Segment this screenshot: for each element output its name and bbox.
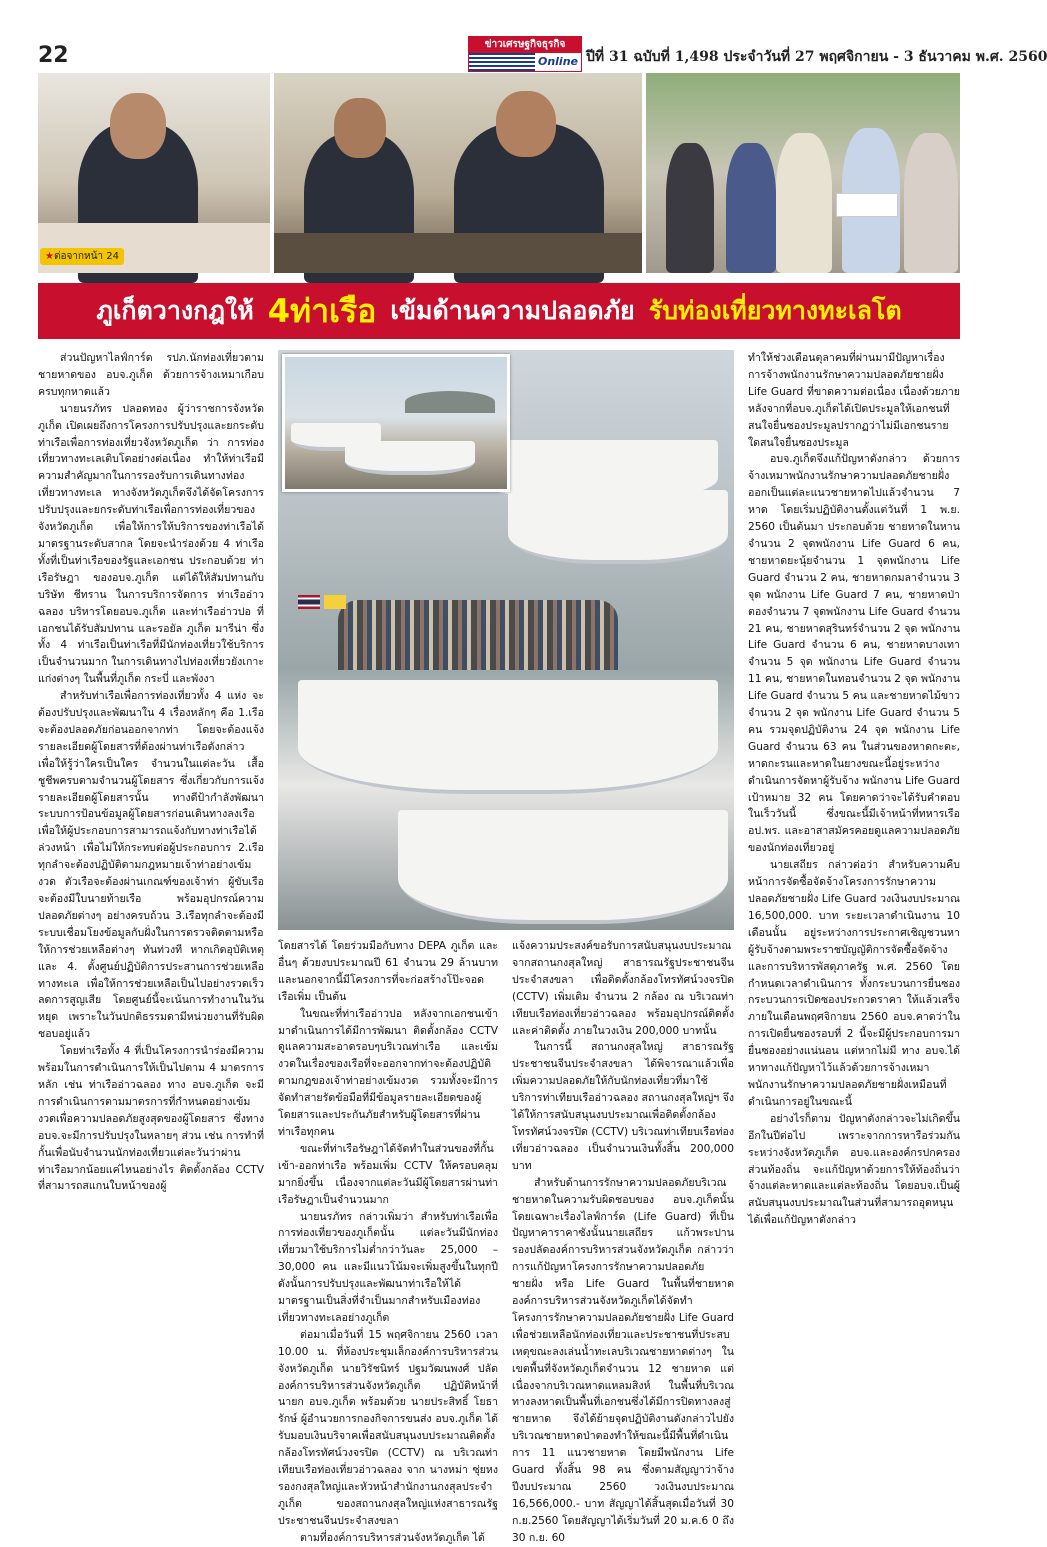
paragraph: นายนรภัทร กล่าวเพิ่มว่า สำหรับท่าเรือเพื่อการท่องเที่ยวของภูเก็ตนั้น แต่ละวันมีนักท่องเที่ยวมาใช้บริการไม่ต่ำกว่าวันละ 25,000 – 30,000 คน และมีแนวโน้มจะเพิ่มสูงขึ้นในทุกปี ดังนั้นการปรับปรุงและพัฒนาท่าเรือให้ได้มาตรฐานเป็นสิ่งที่จำเป็นมากสำหรับเมืองท่องเที่ยวทางทะเลอย่างภูเก็ต xyxy=(278,1210,498,1324)
paragraph: อย่างไรก็ตาม ปัญหาดังกล่าวจะไม่เกิดขึ้นอีกในปีต่อไป เพราะจากการหารือร่วมกันระหว่างจังหวัดภูเก็ต อบจ.และองค์กรปกครองส่วนท้องถิ่น จะแก้ปัญหาด้วยการให้ท้องถิ่นว่าจ้างแต่ละหาดและแต่ละท้องถิ่น โดยอบจ.เป็นผู้สนับสนุนงบประมาณในส่วนที่สามารถอุดหนุนได้เพื่อแก้ปัญหาดังกล่าว xyxy=(748,1112,960,1227)
photo-strip xyxy=(38,73,960,273)
paragraph: ในขณะที่ท่าเรืออ่าวปอ หลังจากเอกชนเข้ามาดำเนินการได้มีการพัฒนา ติดตั้งกล้อง CCTV ดูแลความสะอาดรอบๆบริเวณท่าเรือ และเข้มงวดในเรื่องของเรือที่จะออกจากท่าจะต้องปฏิบัติตามกฎของเจ้าท่าอย่างเข้มงวด รวมทั้งจะมีการจัดทำสายรัดข้อมือที่มีข้อมูลรายละเอียดของผู้โดยสารและประกันภัยสำหรับผู้โดยสารที่ผ่านท่าเรือทุกคน xyxy=(278,1007,498,1138)
article-column-1 xyxy=(38,350,264,1410)
article-column-2 xyxy=(278,938,498,1544)
paragraph: โดยท่าเรือทั้ง 4 ที่เป็นโครงการนำร่องมีความพร้อมในการดำเนินการให้เป็นไปตาม 4 มาตรการหลัก เช่น ท่าเรืออ่าวฉลอง ทาง อบจ.ภูเก็ต จะมีการดำเนินการตามมาตรการที่กำหนดอย่างเข้มงวดเพื่อความปลอดภัยสูงสุดของผู้โดยสาร ซึ่งทาง อบจ.จะมีการปรับปรุงในหลายๆ ส่วน เช่น การทำที่กั้นเพื่อนับจำนวนนักท่องเที่ยวแต่ละวันว่าผ่านท่าเรือมากน้อยแค่ไหนอย่างไร ติดตั้งกล้อง CCTV ที่สามารถสแกนใบหน้าของผู้ xyxy=(38,1045,264,1193)
person-head xyxy=(334,98,386,158)
photo-meeting xyxy=(274,73,642,273)
person-head xyxy=(110,93,166,159)
headline-part1: ภูเก็ตวางกฎให้ xyxy=(96,296,254,325)
person-figure xyxy=(904,133,958,273)
paragraph: ตามที่องค์การบริหารส่วนจังหวัดภูเก็ต ได้ xyxy=(300,1531,485,1544)
article-column-4 xyxy=(748,350,960,1410)
person-figure xyxy=(666,143,714,273)
thai-flag-icon xyxy=(298,595,320,609)
photo-governor xyxy=(38,73,270,273)
issue-info: ปีที่ 31 ฉบับที่ 1,498 ประจำวันที่ 27 พฤศจิกายน - 3 ธันวาคม พ.ศ. 2560 xyxy=(586,49,1047,65)
boat-shape xyxy=(398,810,728,924)
paragraph: แจ้งความประสงค์ขอรับการสนับสนุนงบประมาณจากสถานกงสุลใหญ่ สาธารณรัฐประชาชนจีนประจำสงขลา เพื่อติดตั้งกล้องโทรทัศน์วงจรปิด (CCTV) เพิ่มเติม จำนวน 2 กล้อง ณ บริเวณท่าเทียบเรือท่องเที่ยวอ่าวฉลอง พร้อมอุปกรณ์ติดตั้งและค่าติดตั้ง ภายในวงเงิน 200,000 บาทนั้น xyxy=(512,940,734,1037)
boat-shape xyxy=(298,680,718,794)
headline-part2: 4ท่าเรือ xyxy=(267,291,377,330)
person-figure xyxy=(776,133,832,273)
page-number: 22 xyxy=(38,42,69,68)
newspaper-logo xyxy=(468,36,582,72)
headline-part4: รับท่องเที่ยวทางทะเลโต xyxy=(648,296,902,325)
paragraph: สำหรับด้านการรักษาความปลอดภัยบริเวณชายหาดในความรับผิดชอบของ อบจ.ภูเก็ตนั้น โดยเฉพาะเรื่องไลฟ์การ์ด (Life Guard) ที่เป็นปัญหาคาราคาซังนั้นนายเสถียร แก้วพระปาน รองปลัดองค์การบริหารส่วนจังหวัดภูเก็ต กล่าวว่า การแก้ปัญหาโครงการรักษาความปลอดภัยชายฝั่ง หรือ Life Guard ในพื้นที่ชายหาดองค์การบริหารส่วนจังหวัดภูเก็ตได้จัดทำโครงการรักษาความปลอดภัยชายฝั่ง Life Guard เพื่อช่วยเหลือนักท่องเที่ยวและประชาชนที่ประสบเหตุขณะลงเล่นน้ำทะเลบริเวณชายหาดต่างๆ ในเขตพื้นที่จังหวัดภูเก็ตจำนวน 12 ชายหาด แต่เนื่องจากบริเวณหาดแหลมสิงห์ ในพื้นที่บริเวณทางลงหาดเป็นพื้นที่เอกชนซึ่งได้มีการปิดทางลงสู่ชายหาด จึงได้ย้ายจุดปฏิบัติงานดังกล่าวไปยังบริเวณชายหาดป่าตองทำให้ขณะนี้มีพื้นที่ดำเนินการ 11 แนวชายหาด โดยมีพนักงาน Life Guard ทั้งสิ้น 98 คน ซึ่งตามสัญญาว่าจ้างปีงบประมาณ 2560 วงเงินงบประมาณ 16,566,000.- บาท สัญญาได้สิ้นสุดเมื่อวันที่ 30 ก.ย.2560 โดยสัญญาได้เริ่มวันที่ 20 ม.ค.6 0 ถึง 30 ก.ย. 60 xyxy=(512,1176,734,1544)
photo-donation xyxy=(646,73,960,273)
headline-banner xyxy=(38,283,960,339)
pier-photo xyxy=(278,350,734,930)
island-shape xyxy=(405,391,495,413)
table-shape xyxy=(274,233,642,273)
paragraph: ต่อมาเมื่อวันที่ 15 พฤศจิกายน 2560 เวลา 10.00 น. ที่ห้องประชุมเล็กองค์การบริหารส่วนจังหวัดภูเก็ต นายวิรัชนิทร์ ปฐมวัฒนพงศ์ ปลัดองค์การบริหารส่วนจังหวัดภูเก็ต ปฏิบัติหน้าที่นายก อบจ.ภูเก็ต พร้อมด้วย นายประสิทธิ์ โยธารักษ์ ผู้อำนวยการกองกิจการขนส่ง อบจ.ภูเก็ต ได้รับมอบเงินบริจาคเพื่อสนับสนุนงบประมาณติดตั้งกล้องโทรทัศน์วงจรปิด (CCTV) ณ บริเวณท่าเทียบเรือท่องเที่ยวอ่าวฉลอง จาก นางหม่า ซุ่ยหง รองกงสุลใหญ่และหัวหน้าสำนักงานกงสุลประจำภูเก็ต ของสถานกงสุลใหญ่แห่งสาธารณรัฐประชาชนจีนประจำสงขลา xyxy=(278,1328,498,1527)
logo-lines-icon xyxy=(469,53,535,71)
paragraph: ทำให้ช่วงเดือนตุลาคมที่ผ่านมามีปัญหาเรื่องการจ้างพนักงานรักษาความปลอดภัยชายฝั่ง Life Guard ที่ขาดความต่อเนื่อง เนื่องด้วยภายหลังจากที่อบจ.ภูเก็ตได้เปิดประมูลให้เอกชนที่สนใจยื่นซองประมูลปรากฏว่าไม่มีเอกชนรายใดสนใจยื่นซองประมูล xyxy=(748,352,960,449)
paragraph: ในการนี้ สถานกงสุลใหญ่ สาธารณรัฐประชาชนจีนประจำสงขลา ได้พิจารณาแล้วเพื่อเพิ่มความปลอดภัยให้กับนักท่องเที่ยวที่มาใช้บริการท่าเทียบเรืออ่าวฉลอง สถานกงสุลใหญ่ฯ จึงได้ให้การสนับสนุนงบประมาณเพื่อติดตั้งกล้องโทรทัศน์วงจรปิด (CCTV) บริเวณท่าเทียบเรือท่องเที่ยวอ่าวฉลอง เป็นจำนวนเงินทั้งสิ้น 200,000 บาท xyxy=(512,1041,734,1172)
paragraph: อบจ.ภูเก็ตจึงแก้ปัญหาดังกล่าว ด้วยการจ้างเหมาพนักงานรักษาความปลอดภัยชายฝั่งออกเป็นแต่ละแนวชายหาดไปแล้วจำนวน 7 หาด โดยเริ่มปฏิบัติงานตั้งแต่วันที่ 1 พ.ย. 2560 เป็นต้นมา ประกอบด้วย ชายหาดในหานจำนวน 2 จุดพนักงาน Life Guard 6 คน, ชายหาดยะนุ้ยจำนวน 1 จุดพนักงาน Life Guard จำนวน 2 คน, ชายหาดกมลาจำนวน 3 จุด พนักงาน Life Guard 7 คน, ชายหาดป่าตองจำนวน 7 จุดพนักงาน Life Guard จำนวน 21 คน, ชายหาดสุรินทร์จำนวน 2 จุด พนักงาน Life Guard จำนวน 6 คน, ชายหาดบางเทาจำนวน 5 จุด พนักงาน Life Guard จำนวน 11 คน, ชายหาดในทอนจำนวน 2 จุด พนักงาน Life Guard จำนวน 5 คน และชายหาดไม้ขาว จำนวน 2 จุด พนักงาน Life Guard จำนวน 5 คน รวมจุดปฏิบัติงาน 24 จุด พนักงาน Life Guard จำนวน 63 คน ในส่วนของหาดกะตะ, หาดกะรนและหาดในยางขณะนี้อยู่ระหว่างดำเนินการจัดหาผู้รับจ้าง พนักงาน Life Guard เป้าหมาย 32 คน โดยคาดว่าจะได้รับคำตอบในเร็ววันนี้ ซึ่งขณะนี้มีเจ้าหน้าที่ทหารเรือ อป.พร. และอาสาสมัครคอยดูแลความปลอดภัยของนักท่องเที่ยวอยู่ xyxy=(748,453,960,855)
cheque-shape xyxy=(836,193,898,217)
star-icon: ★ xyxy=(45,251,54,262)
logo-online: Online xyxy=(537,55,578,68)
paragraph: ส่วนปัญหาไลฟ์การ์ด รปภ.นักท่องเที่ยวตามชายหาดของ อบจ.ภูเก็ต ด้วยการจ้างเหมาเกือบครบทุกหาดแล้ว xyxy=(38,352,264,398)
paragraph: นายนรภัทร ปลอดทอง ผู้ว่าราชการจังหวัดภูเก็ต เปิดเผยถึงการโครงการปรับปรุงและยกระดับท่าเรือเพื่อการท่องเที่ยวจังหวัดภูเก็ต ว่า การท่องเที่ยวทางทะเลเติบโตอย่างต่อเนื่อง ทำให้ท่าเรือมีความสำคัญมากในการรองรับการเดินทางท่องเที่ยวทางทะเล ทางจังหวัดภูเก็ตจึงได้จัดโครงการปรับปรุงและยกระดับท่าเรือเพื่อการท่องเที่ยวของจังหวัดภูเก็ต เพื่อให้การให้บริการของท่าเรือได้มาตรฐานระดับสากล โดยจะนำร่องด้วย 4 ท่าเรือ ทั้งที่เป็นท่าเรือของรัฐและเอกชน ประกอบด้วย ท่าเรือรัษฎา ของอบจ.ภูเก็ต แต่ได้ให้สัมปทานกับบริษัท ชีทราน ในการบริการจัดการ ท่าเรืออ่าวฉลอง บริหารโดยอบจ.ภูเก็ต และท่าเรืออ่าวปอ ที่เอกชนได้รับสัมปทาน และรอยัล ภูเก็ต มารีน่า ซึ่งทั้ง 4 ท่าเรือเป็นท่าเรือที่มีนักท่องเที่ยวใช้บริการเป็นจำนวนมาก ในการเดินทางไปท่องเที่ยวยังเกาะแก่งต่างๆ ในพื้นที่ภูเก็ต กระบี่ และพังงา xyxy=(38,402,264,686)
continued-tag: ★ต่อจากหน้า 24 xyxy=(40,248,124,265)
logo-text: ข่าวเศรษฐกิจธุรกิจ xyxy=(469,37,581,53)
yellow-flag-icon xyxy=(324,595,346,609)
boat-shape xyxy=(508,490,728,564)
crowd-shape xyxy=(338,600,618,670)
paragraph: ขณะที่ท่าเรือรัษฎาได้จัดทำในส่วนของที่กั้นเข้า-ออกท่าเรือ พร้อมเพิ่ม CCTV ให้ครอบคลุมมากยิ่งขึ้น เนื่องจากแต่ละวันมีผู้โดยสารผ่านท่าเรือรัษฎาเป็นจำนวนมาก xyxy=(278,1142,498,1206)
paragraph: นายเสถียร กล่าวต่อว่า สำหรับความคืบหน้าการจัดซื้อจัดจ้างโครงการรักษาความปลอดภัยชายฝั่ง Life Guard วงเงินงบประมาณ 16,500,000. บาท ระยะเวลาดำเนินงาน 10 เดือนนั้น อยู่ระหว่างการประกาศเชิญชวนหาผู้รับจ้างตามพระราชบัญญัติการจัดซื้อจัดจ้างและการบริหารพัสดุภาครัฐ พ.ศ. 2560 โดยกำหนดเวลาดำเนินการ ทั้งกระบวนการยื่นซองกระบวนการเปิดซองประกวดราคา ให้แล้วเสร็จภายในเดือนพฤศจิกายน 2560 อบจ.คาดว่าในการเปิดยื่นซองรอบที่ 2 นี้จะมีผู้ประกอบการมายื่นซองอย่างแน่นอน แต่หากไม่มี ทาง อบจ.ได้หาทางแก้ปัญหาไว้แล้วด้วยการจ้างเหมาพนักงานรักษาความปลอดภัยชายฝั่งเหมือนที่ดำเนินการอยู่ในขณะนี้ xyxy=(748,859,960,1108)
page-header xyxy=(38,39,1047,70)
boat-shape xyxy=(345,441,475,475)
inset-photo-boats xyxy=(282,354,510,492)
person-head xyxy=(496,91,556,157)
headline-part3: เข้มด้านความปลอดภัย xyxy=(390,296,635,325)
article-column-3 xyxy=(512,938,734,1544)
paragraph: สำหรับท่าเรือเพื่อการท่องเที่ยวทั้ง 4 แห่ง จะต้องปรับปรุงและพัฒนาใน 4 เรื่องหลักๆ คือ 1.เรือจะต้องปลอดภัยก่อนออกจากท่า โดยจะต้องแจ้งรายละเอียดผู้โดยสารที่ต้องผ่านท่าเรือดังกล่าว เพื่อให้รู้ว่าใครเป็นใคร จำนวนในแต่ละวัน เสื้อชูชีพครบตามจำนวนผู้โดยสาร ซึ่งเกี่ยวกับการแจ้งรายละเอียดผู้โดยสารนั้น ทางดีป้ากำลังพัฒนาระบบการป้อนข้อมูลผู้โดยสารก่อนเดินทางลงเรือเพื่อให้ผู้ประกอบการสามารถแจ้งกับทางท่าเรือได้ล่วงหน้า เพื่อไม่ให้กระทบต่อผู้ประกอบการ 2.เรือทุกลำจะต้องปฏิบัติตามกฎหมายเจ้าท่าอย่างเข้มงวด ตัวเรือจะต้องผ่านเกณฑ์ของเจ้าท่า ผู้ขับเรือจะต้องมีใบนายท้ายเรือ พร้อมอุปกรณ์ความปลอดภัยต่างๆ อย่างครบถ้วน 3.เรือทุกลำจะต้องมีระบบเชื่อมโยงข้อมูลกับฝั่งในการตรวจติดตามหรือให้การช่วยเหลือต่างๆ ทันท่วงที หากเกิดอุบัติเหตุ และ 4. ตั้งศูนย์ปฏิบัติการประสานการช่วยเหลือทางทะเล เพื่อให้การช่วยเหลือเป็นไปอย่างรวดเร็ว ลดการสูญเสีย โดยศูนย์นี้จะเน้นการทำงานในวันหยุด เพราะในวันปกติธรรมดามีหน่วยงานที่รับผิดชอบอยู่แล้ว xyxy=(38,690,264,1041)
person-figure xyxy=(726,143,776,273)
paragraph: โดยสารได้ โดยร่วมมือกับทาง DEPA ภูเก็ต และอื่นๆ ด้วยงบประมาณปี 61 จำนวน 29 ล้านบาท และนอกจากนี้มีโครงการที่จะก่อสร้างโป๊ะจอดเรือเพิ่ม เป็นต้น xyxy=(278,940,498,1003)
